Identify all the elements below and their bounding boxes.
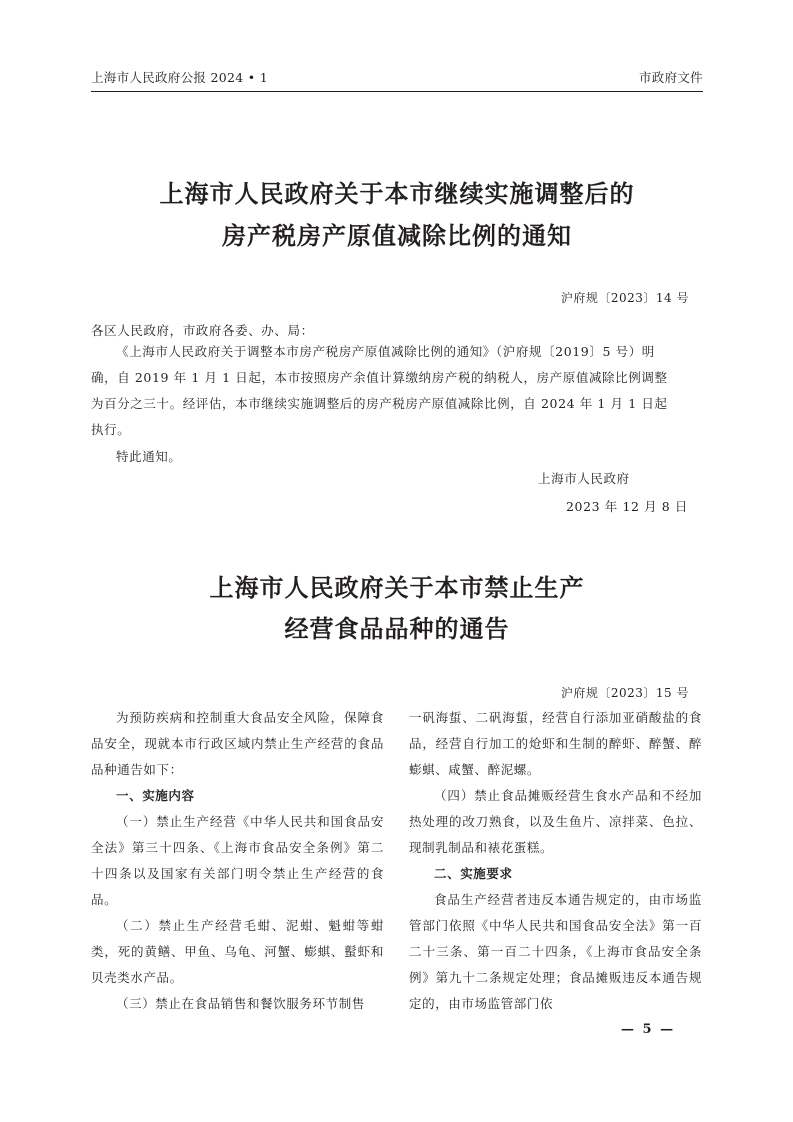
notice1-doc-number: 沪府规〔2023〕14 号 xyxy=(560,291,689,305)
notice2-requirements: 食品生产经营者违反本通告规定的，由市场监管部门依照《中华人民共和国食品安全法》第一百二十三条、第一百二十四条，《上海市食品安全条例》第九十二条规定处理；食品摊贩违反本通告规定的，由市场监管部门依 xyxy=(409,892,702,1011)
notice2-item-1: （一）禁止生产经营《中华人民共和国食品安全法》第三十四条、《上海市食品安全条例》第二十四条以及国家有关部门明令禁止生产经营的食品。 xyxy=(91,814,384,907)
notice2-title-line2: 经营食品品种的通告 xyxy=(284,614,510,643)
notice1-closing: 特此通知。 xyxy=(116,449,182,464)
notice2-right-column xyxy=(409,705,702,1017)
notice1-body-line: 《上海市人民政府关于调整本市房产税房产原值减除比例的通知》（沪府规〔2019〕5 号）明 xyxy=(116,344,655,359)
notice1-body-line: 执行。 xyxy=(91,422,131,437)
page-number: — 5 — xyxy=(621,1022,676,1037)
notice1-addressee: 各区人民政府，市政府各委、办、局： xyxy=(91,323,314,338)
notice1-date: 2023 年 12 月 8 日 xyxy=(566,499,689,514)
notice2-item-2: （二）禁止生产经营毛蚶、泥蚶、魁蚶等蚶类，死的黄鳝、甲鱼、乌龟、河蟹、蟛蜞、蟚虾和贝壳类水产品。 xyxy=(91,918,384,985)
notice2-item-4: （四）禁止食品摊贩经营生食水产品和不经加热处理的改刀熟食，以及生鱼片、凉拌菜、色拉、现制乳制品和裱花蛋糕。 xyxy=(409,788,702,855)
notice2-item-3-start: （三）禁止在食品销售和餐饮服务环节制售 xyxy=(116,996,365,1011)
notice2-title-line1: 上海市人民政府关于本市禁止生产 xyxy=(209,573,585,602)
running-header-section: 市政府文件 xyxy=(638,70,703,85)
notice2-left-column xyxy=(91,705,384,1017)
notice1-body-line: 为百分之三十。经评估，本市继续实施调整后的房产税房产原值减除比例，自 2024 年 1 月 1 日起 xyxy=(91,396,668,411)
notice1-body-line: 确，自 2019 年 1 月 1 日起，本市按照房产余值计算缴纳房产税的纳税人，房产原值减除比例调整 xyxy=(91,370,668,385)
header-divider xyxy=(91,91,703,92)
notice1-issuer: 上海市人民政府 xyxy=(538,471,630,486)
section-heading-implementation: 一、实施内容 xyxy=(116,788,195,803)
notice1-body xyxy=(91,339,703,443)
notice2-doc-number: 沪府规〔2023〕15 号 xyxy=(560,686,689,700)
notice2-intro: 为预防疾病和控制重大食品安全风险，保障食品安全，现就本市行政区域内禁止生产经营的食品品种通告如下： xyxy=(91,710,384,777)
section-heading-requirements: 二、实施要求 xyxy=(434,866,513,881)
notice1-title-line1: 上海市人民政府关于本市继续实施调整后的 xyxy=(159,179,635,208)
running-header-publication: 上海市人民政府公报 2024 • 1 xyxy=(91,70,268,85)
notice2-item-3-continued: 一矾海蜇、二矾海蜇，经营自行添加亚硝酸盐的食品，经营自行加工的炝虾和生制的醉虾、醉蟹、醉蟛蜞、咸蟹、醉泥螺。 xyxy=(409,710,702,777)
notice1-title-line2: 房产税房产原值减除比例的通知 xyxy=(222,221,572,250)
